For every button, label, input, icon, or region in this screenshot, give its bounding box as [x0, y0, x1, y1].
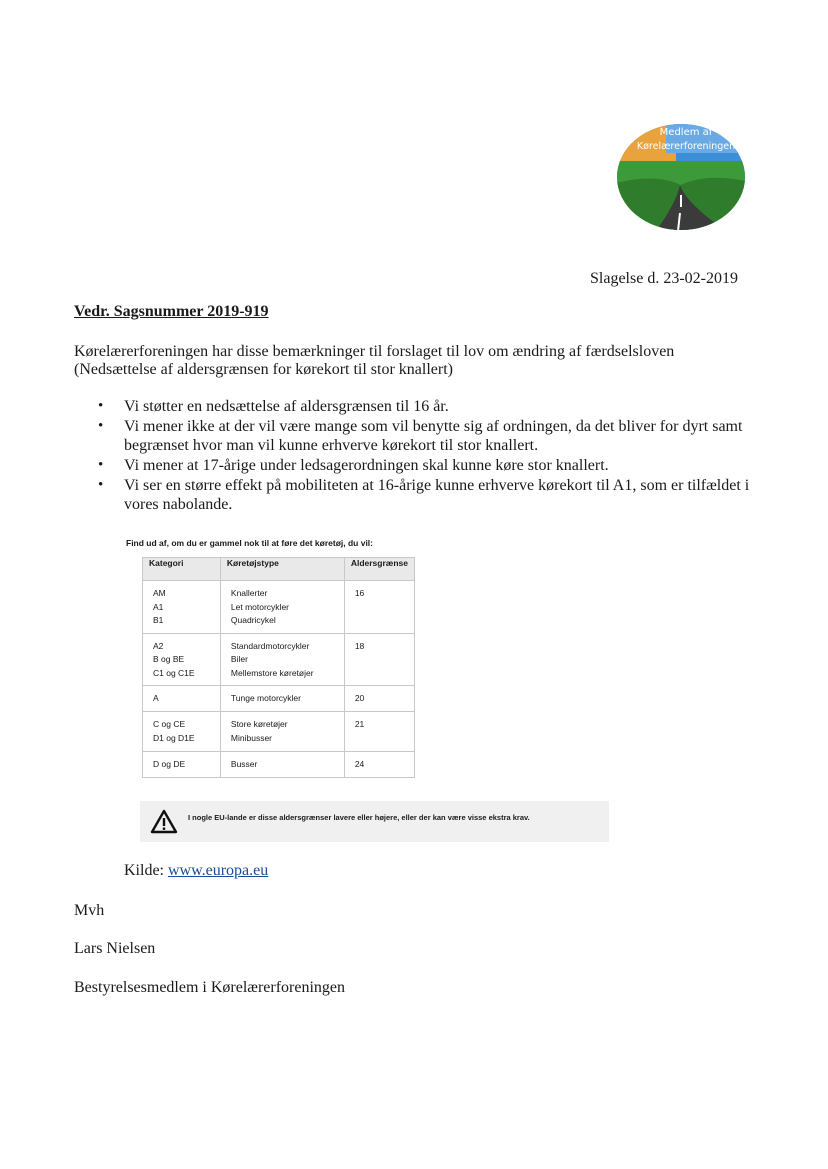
letter-date: Slagelse d. 23-02-2019	[590, 270, 738, 287]
age-cell: 20	[344, 686, 414, 712]
vehicle-type-cell	[220, 712, 344, 752]
logo	[616, 123, 746, 231]
vehicle-type-cell	[220, 633, 344, 686]
vehicle-type: Let motorcykler	[230, 601, 290, 612]
category-cell	[143, 712, 221, 752]
logo-text-line1: Medlem af	[659, 127, 713, 138]
vehicle-type: Mellemstore køretøjer	[230, 667, 314, 678]
vehicle-type-cell	[220, 752, 344, 778]
source-link[interactable]: www.europa.eu	[168, 862, 269, 879]
vehicle-type: Standardmotorcykler	[230, 640, 310, 651]
source-line	[124, 862, 268, 880]
table-row	[143, 752, 415, 778]
category: A	[153, 693, 159, 703]
category: B og BE	[153, 654, 185, 664]
warning-triangle-icon	[150, 809, 178, 834]
bullet-item: • Vi mener at 17-årige under ledsagerordningen skal kunne køre stor knallert.	[98, 456, 758, 475]
vehicle-type: Biler	[230, 654, 248, 664]
closing: Mvh	[74, 902, 105, 919]
category: D1 og D1E	[153, 732, 195, 743]
logo-text-line2: Kørelærerforeningen	[636, 141, 736, 152]
category: D og DE	[153, 759, 186, 769]
category: C1 og C1E	[153, 667, 195, 678]
bullet-item: • Vi ser en større effekt på mobiliteten at 16-årige kunne erhverve kørekort til A1, som er tilfældet i vores nabolande.	[98, 476, 758, 514]
column-header: Køretøjstype	[220, 558, 344, 581]
letter-subject: Vedr. Sagsnummer 2019-919	[74, 303, 269, 320]
table-row	[143, 686, 415, 712]
source-label: Kilde:	[124, 862, 164, 879]
intro-paragraph: Kørelærerforeningen har disse bemærkninger til forslaget til lov om ændring af færdselsloven (Nedsættelse af aldersgrænsen for kørekort til stor knallert)	[74, 343, 675, 378]
bullet-list	[98, 397, 758, 515]
warning-text: I nogle EU-lande er disse aldersgrænser lavere eller højere, eller der kan være visse ekstra krav.	[188, 813, 530, 822]
column-header: Kategori	[143, 558, 221, 581]
vehicle-type-cell	[220, 581, 344, 634]
vehicle-type: Busser	[230, 759, 258, 769]
table-row	[143, 581, 415, 634]
vehicle-type: Knallerter	[230, 588, 268, 598]
vehicle-type: Minibusser	[230, 732, 273, 743]
bullet-item: • Vi støtter en nedsættelse af aldersgrænsen til 16 år.	[98, 397, 758, 416]
vehicle-type-cell	[220, 686, 344, 712]
table-caption: Find ud af, om du er gammel nok til at føre det køretøj, du vil:	[126, 538, 373, 548]
vehicle-type: Quadricykel	[230, 615, 276, 625]
vehicle-type: Store køretøjer	[230, 719, 288, 729]
age-cell: 21	[344, 712, 414, 752]
category: A1	[153, 601, 164, 612]
table-row	[143, 712, 415, 752]
category-cell	[143, 752, 221, 778]
age-cell: 16	[344, 581, 414, 634]
table-row	[143, 633, 415, 686]
signer-title: Bestyrelsesmedlem i Kørelærerforeningen	[74, 979, 346, 996]
age-limit-table	[142, 557, 415, 778]
bullet-item: • Vi mener ikke at der vil være mange som vil benytte sig af ordningen, da det bliver for dyrt samt begrænset hvor man vil kunne erhverve kørekort til stor knallert.	[98, 417, 758, 455]
category-cell	[143, 581, 221, 634]
age-cell: 24	[344, 752, 414, 778]
category: AM	[153, 588, 166, 598]
age-cell: 18	[344, 633, 414, 686]
column-header: Aldersgrænse	[344, 558, 414, 581]
category-cell	[143, 686, 221, 712]
signer-name: Lars Nielsen	[74, 940, 156, 957]
category: A2	[153, 640, 164, 651]
table-header-row	[143, 558, 415, 581]
category: B1	[153, 615, 164, 625]
vehicle-type: Tunge motorcykler	[230, 693, 301, 703]
category: C og CE	[153, 719, 186, 729]
category-cell	[143, 633, 221, 686]
